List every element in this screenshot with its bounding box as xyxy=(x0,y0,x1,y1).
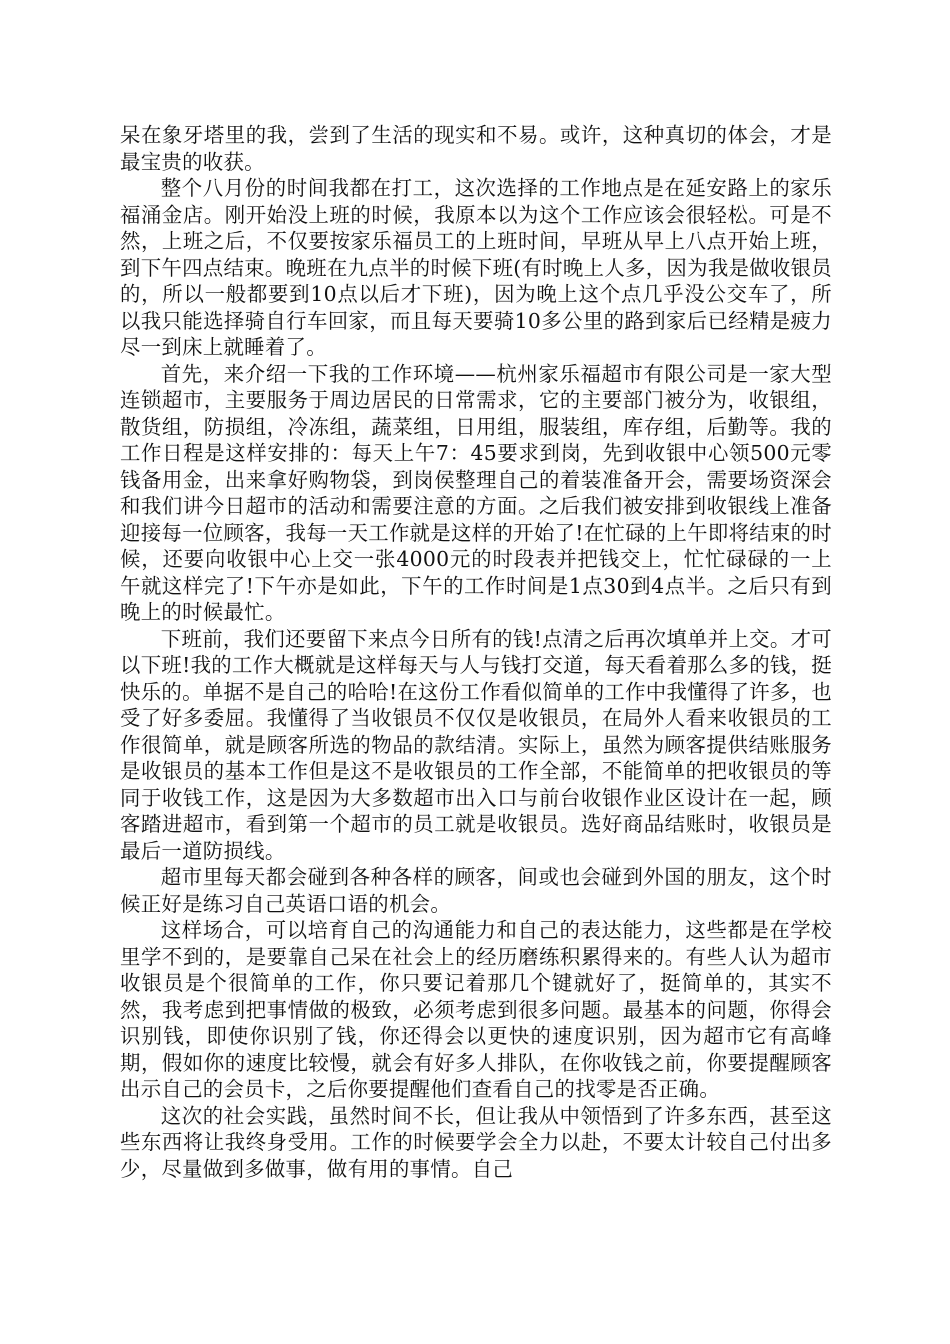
document-body xyxy=(120,122,832,1182)
paragraph-5: 超市里每天都会碰到各种各样的顾客，间或也会碰到外国的朋友，这个时候正好是练习自己英语口语的机会。 xyxy=(120,865,832,916)
paragraph-4: 下班前，我们还要留下来点今日所有的钱!点清之后再次填单并上交。才可以下班!我的工作大概就是这样每天与人与钱打交道，每天看着那么多的钱，挺快乐的。单据不是自己的哈哈!在这份工作看似简单的工作中我懂得了许多，也受了好多委屈。我懂得了当收银员不仅仅是收银员，在局外人看来收银员的工作很简单，就是顾客所选的物品的款结清。实际上，虽然为顾客提供结账服务是收银员的基本工作但是这不是收银员的工作全部，不能简单的把收银员的等同于收钱工作，这是因为大多数超市出入口与前台收银作业区设计在一起，顾客踏进超市，看到第一个超市的员工就是收银员。选好商品结账时，收银员是最后一道防损线。 xyxy=(120,626,832,863)
paragraph-7: 这次的社会实践，虽然时间不长，但让我从中领悟到了许多东西，甚至这些东西将让我终身受用。工作的时候要学会全力以赴，不要太计较自己付出多少，尽量做到多做事，做有用的事情。自己 xyxy=(120,1103,832,1181)
paragraph-6: 这样场合，可以培育自己的沟通能力和自己的表达能力，这些都是在学校里学不到的，是要靠自己呆在社会上的经历磨练积累得来的。有些人认为超市收银员是个很简单的工作，你只要记着那几个键就好了，挺简单的，其实不然，我考虑到把事情做的极致，必须考虑到很多问题。最基本的问题，你得会识别钱，即使你识别了钱，你还得会以更快的速度识别，因为超市它有高峰期，假如你的速度比较慢，就会有好多人排队，在你收钱之前，你要提醒顾客出示自己的会员卡，之后你要提醒他们查看自己的找零是否正确。 xyxy=(120,918,832,1101)
paragraph-3: 首先，来介绍一下我的工作环境——杭州家乐福超市有限公司是一家大型连锁超市，主要服务于周边居民的日常需求，它的主要部门被分为，收银组，散货组，防损组，冷冻组，蔬菜组，日用组，服装组，库存组，后勤等。我的工作日程是这样安排的：每天上午7：45要求到岗，先到收银中心领500元零钱备用金，出来拿好购物袋，到岗侯整理自己的着装准备开会，需要场资深会和我们讲今日超市的活动和需要注意的方面。之后我们被安排到收银线上准备迎接每一位顾客，我每一天工作就是这样的开始了!在忙碌的上午即将结束的时候，还要向收银中心上交一张4000元的时段表并把钱交上，忙忙碌碌的一上午就这样完了!下午亦是如此，下午的工作时间是1点30到4点半。之后只有到晚上的时候最忙。 xyxy=(120,361,832,624)
paragraph-1: 呆在象牙塔里的我，尝到了生活的现实和不易。或许，这种真切的体会，才是最宝贵的收获。 xyxy=(120,123,832,174)
paragraph-2: 整个八月份的时间我都在打工，这次选择的工作地点是在延安路上的家乐福涌金店。刚开始没上班的时候，我原本以为这个工作应该会很轻松。可是不然，上班之后，不仅要按家乐福员工的上班时间，早班从早上八点开始上班，到下午四点结束。晚班在九点半的时候下班(有时晚上人多，因为我是做收银员的，所以一般都要到10点以后才下班)，因为晚上这个点几乎没公交车了，所以我只能选择骑自行车回家，而且每天要骑10多公里的路到家后已经精是疲力尽一到床上就睡着了。 xyxy=(120,176,832,359)
